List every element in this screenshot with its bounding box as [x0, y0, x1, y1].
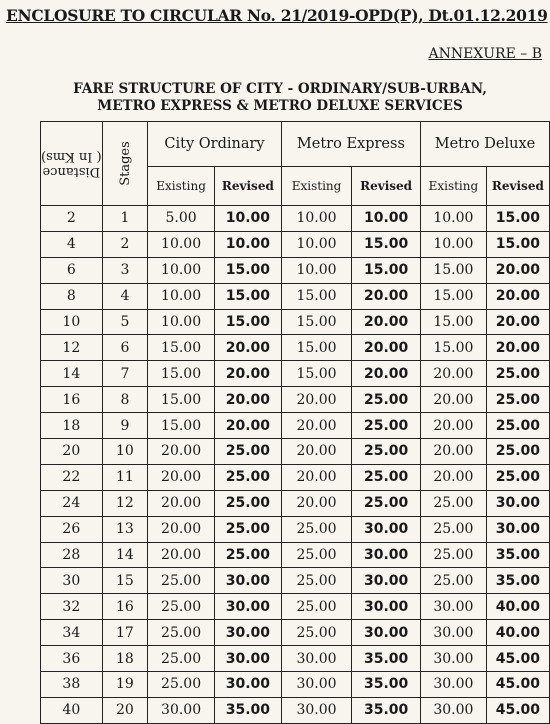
table-row — [41, 413, 550, 439]
stages-header: Stages — [102, 122, 148, 206]
table-cell: 30.00 — [281, 697, 351, 723]
annexure-label: ANNEXURE – B — [428, 46, 542, 62]
table-cell: 25.00 — [352, 439, 421, 465]
table-row — [41, 309, 550, 335]
table-cell: 10.00 — [420, 231, 486, 257]
table-cell: 30.00 — [352, 620, 421, 646]
table-cell: 15.00 — [352, 257, 421, 283]
table-row — [41, 697, 550, 723]
table-cell: 30.00 — [214, 568, 281, 594]
table-cell: 30.00 — [420, 646, 486, 672]
table-cell: 25.00 — [486, 387, 549, 413]
table-cell: 15.00 — [148, 387, 215, 413]
table-row — [41, 568, 550, 594]
table-cell: 20.00 — [148, 464, 215, 490]
table-cell: 20.00 — [420, 413, 486, 439]
table-cell: 35.00 — [352, 672, 421, 698]
table-row — [41, 490, 550, 516]
table-cell: 30.00 — [420, 620, 486, 646]
fare-table-body — [41, 206, 550, 724]
table-row — [41, 542, 550, 568]
table-cell: 40 — [41, 697, 103, 723]
table-cell: 25.00 — [281, 568, 351, 594]
table-cell: 15.00 — [420, 309, 486, 335]
table-cell: 10 — [102, 439, 148, 465]
table-cell: 25.00 — [148, 594, 215, 620]
table-cell: 4 — [102, 283, 148, 309]
table-row — [41, 594, 550, 620]
table-cell: 20.00 — [352, 309, 421, 335]
table-cell: 20.00 — [214, 413, 281, 439]
title-line-2: METRO EXPRESS & METRO DELUXE SERVICES — [97, 98, 463, 114]
table-cell: 25.00 — [486, 439, 549, 465]
table-cell: 25.00 — [148, 646, 215, 672]
table-cell: 14 — [41, 361, 103, 387]
table-cell: 20.00 — [420, 464, 486, 490]
table-cell: 30.00 — [214, 594, 281, 620]
table-cell: 30.00 — [214, 646, 281, 672]
table-cell: 15.00 — [214, 309, 281, 335]
table-row — [41, 231, 550, 257]
table-cell: 30.00 — [486, 490, 549, 516]
table-cell: 30.00 — [214, 672, 281, 698]
table-cell: 15.00 — [486, 206, 549, 232]
table-cell: 10.00 — [281, 257, 351, 283]
table-cell: 20.00 — [148, 490, 215, 516]
table-cell: 1 — [102, 206, 148, 232]
table-cell: 25.00 — [352, 413, 421, 439]
table-cell: 25.00 — [420, 542, 486, 568]
table-cell: 25.00 — [352, 464, 421, 490]
table-cell: 30.00 — [148, 697, 215, 723]
table-cell: 20.00 — [420, 439, 486, 465]
table-cell: 10.00 — [148, 283, 215, 309]
table-row — [41, 516, 550, 542]
table-cell: 30 — [41, 568, 103, 594]
table-row — [41, 646, 550, 672]
revised-header: Revised — [486, 167, 549, 206]
table-cell: 35.00 — [214, 697, 281, 723]
existing-header: Existing — [420, 167, 486, 206]
table-cell: 15.00 — [148, 413, 215, 439]
table-cell: 45.00 — [486, 672, 549, 698]
table-cell: 10.00 — [148, 257, 215, 283]
table-cell: 2 — [41, 206, 103, 232]
table-cell: 20.00 — [352, 283, 421, 309]
table-cell: 20.00 — [214, 335, 281, 361]
table-cell: 26 — [41, 516, 103, 542]
table-row — [41, 283, 550, 309]
table-cell: 25.00 — [148, 568, 215, 594]
table-row — [41, 335, 550, 361]
table-cell: 15.00 — [148, 335, 215, 361]
table-cell: 20.00 — [420, 387, 486, 413]
table-cell: 30.00 — [352, 542, 421, 568]
table-cell: 20.00 — [148, 516, 215, 542]
table-cell: 15.00 — [420, 257, 486, 283]
table-cell: 25.00 — [214, 542, 281, 568]
table-cell: 20.00 — [281, 439, 351, 465]
table-cell: 15.00 — [420, 335, 486, 361]
table-cell: 20.00 — [281, 464, 351, 490]
table-cell: 12 — [102, 490, 148, 516]
table-cell: 16 — [102, 594, 148, 620]
table-row — [41, 361, 550, 387]
table-cell: 15 — [102, 568, 148, 594]
table-cell: 20.00 — [486, 283, 549, 309]
table-cell: 16 — [41, 387, 103, 413]
table-cell: 25.00 — [486, 413, 549, 439]
table-cell: 15.00 — [281, 283, 351, 309]
table-cell: 34 — [41, 620, 103, 646]
table-cell: 4 — [41, 231, 103, 257]
table-cell: 19 — [102, 672, 148, 698]
table-cell: 45.00 — [486, 646, 549, 672]
revised-header: Revised — [352, 167, 421, 206]
table-row — [41, 206, 550, 232]
table-cell: 25.00 — [420, 568, 486, 594]
table-cell: 20 — [41, 439, 103, 465]
table-cell: 10.00 — [148, 231, 215, 257]
table-cell: 20.00 — [148, 439, 215, 465]
table-cell: 3 — [102, 257, 148, 283]
metro-express-header: Metro Express — [281, 122, 420, 167]
table-cell: 20.00 — [352, 335, 421, 361]
distance-header: Distance ( In Kms) — [41, 122, 103, 206]
table-cell: 38 — [41, 672, 103, 698]
table-cell: 30.00 — [420, 594, 486, 620]
table-cell: 10.00 — [420, 206, 486, 232]
table-cell: 30.00 — [420, 697, 486, 723]
table-cell: 20.00 — [148, 542, 215, 568]
table-cell: 15.00 — [420, 283, 486, 309]
table-cell: 25.00 — [420, 516, 486, 542]
table-cell: 25.00 — [281, 594, 351, 620]
table-cell: 36 — [41, 646, 103, 672]
table-cell: 45.00 — [486, 697, 549, 723]
fare-table — [40, 121, 550, 724]
table-cell: 13 — [102, 516, 148, 542]
metro-deluxe-header: Metro Deluxe — [420, 122, 549, 167]
table-cell: 40.00 — [486, 620, 549, 646]
table-cell: 6 — [102, 335, 148, 361]
table-cell: 28 — [41, 542, 103, 568]
table-cell: 25.00 — [281, 542, 351, 568]
table-cell: 40.00 — [486, 594, 549, 620]
table-cell: 15.00 — [281, 361, 351, 387]
table-row — [41, 439, 550, 465]
existing-header: Existing — [281, 167, 351, 206]
table-cell: 35.00 — [352, 697, 421, 723]
table-cell: 10 — [41, 309, 103, 335]
fare-structure-title — [40, 81, 520, 115]
table-cell: 25.00 — [214, 439, 281, 465]
table-cell: 10.00 — [352, 206, 421, 232]
table-cell: 15.00 — [352, 231, 421, 257]
table-cell: 25.00 — [486, 464, 549, 490]
table-cell: 22 — [41, 464, 103, 490]
table-cell: 20.00 — [420, 361, 486, 387]
table-cell: 11 — [102, 464, 148, 490]
table-cell: 15.00 — [214, 283, 281, 309]
table-cell: 25.00 — [352, 387, 421, 413]
table-row — [41, 387, 550, 413]
table-cell: 17 — [102, 620, 148, 646]
table-cell: 5.00 — [148, 206, 215, 232]
table-cell: 30.00 — [352, 594, 421, 620]
table-cell: 30.00 — [214, 620, 281, 646]
table-cell: 20.00 — [281, 413, 351, 439]
table-cell: 10.00 — [214, 206, 281, 232]
existing-header: Existing — [148, 167, 215, 206]
table-cell: 25.00 — [352, 490, 421, 516]
table-cell: 15.00 — [214, 257, 281, 283]
table-cell: 35.00 — [486, 568, 549, 594]
table-row — [41, 257, 550, 283]
table-cell: 5 — [102, 309, 148, 335]
table-cell: 32 — [41, 594, 103, 620]
table-cell: 20.00 — [281, 490, 351, 516]
table-cell: 20.00 — [281, 387, 351, 413]
table-cell: 30.00 — [486, 516, 549, 542]
table-cell: 25.00 — [214, 490, 281, 516]
table-cell: 35.00 — [486, 542, 549, 568]
table-cell: 30.00 — [352, 516, 421, 542]
table-cell: 25.00 — [148, 672, 215, 698]
table-cell: 15.00 — [281, 335, 351, 361]
table-cell: 9 — [102, 413, 148, 439]
table-cell: 20.00 — [214, 361, 281, 387]
table-cell: 12 — [41, 335, 103, 361]
table-cell: 30.00 — [281, 646, 351, 672]
table-cell: 15.00 — [486, 231, 549, 257]
table-cell: 30.00 — [281, 672, 351, 698]
table-cell: 7 — [102, 361, 148, 387]
table-cell: 20.00 — [214, 387, 281, 413]
table-cell: 2 — [102, 231, 148, 257]
table-cell: 18 — [102, 646, 148, 672]
table-row — [41, 464, 550, 490]
table-cell: 25.00 — [486, 361, 549, 387]
table-cell: 25.00 — [281, 516, 351, 542]
table-cell: 20.00 — [352, 361, 421, 387]
revised-header: Revised — [214, 167, 281, 206]
table-cell: 10.00 — [148, 309, 215, 335]
table-cell: 20 — [102, 697, 148, 723]
table-cell: 25.00 — [148, 620, 215, 646]
table-cell: 30.00 — [420, 672, 486, 698]
table-cell: 30.00 — [352, 568, 421, 594]
table-cell: 8 — [41, 283, 103, 309]
table-cell: 20.00 — [486, 257, 549, 283]
title-line-1: FARE STRUCTURE OF CITY - ORDINARY/SUB-URBAN, — [73, 81, 487, 97]
city-ordinary-header: City Ordinary — [148, 122, 282, 167]
table-cell: 15.00 — [148, 361, 215, 387]
table-cell: 18 — [41, 413, 103, 439]
table-cell: 24 — [41, 490, 103, 516]
table-cell: 6 — [41, 257, 103, 283]
table-cell: 25.00 — [214, 464, 281, 490]
table-cell: 10.00 — [214, 231, 281, 257]
table-cell: 35.00 — [352, 646, 421, 672]
table-row — [41, 672, 550, 698]
table-cell: 8 — [102, 387, 148, 413]
circular-heading: ENCLOSURE TO CIRCULAR No. 21/2019-OPD(P), Dt.01.12.2019 — [6, 6, 548, 25]
table-cell: 25.00 — [214, 516, 281, 542]
table-row — [41, 620, 550, 646]
table-cell: 25.00 — [281, 620, 351, 646]
table-cell: 20.00 — [486, 309, 549, 335]
table-cell: 20.00 — [486, 335, 549, 361]
table-cell: 25.00 — [420, 490, 486, 516]
table-cell: 15.00 — [281, 309, 351, 335]
table-cell: 10.00 — [281, 206, 351, 232]
table-cell: 14 — [102, 542, 148, 568]
table-cell: 10.00 — [281, 231, 351, 257]
